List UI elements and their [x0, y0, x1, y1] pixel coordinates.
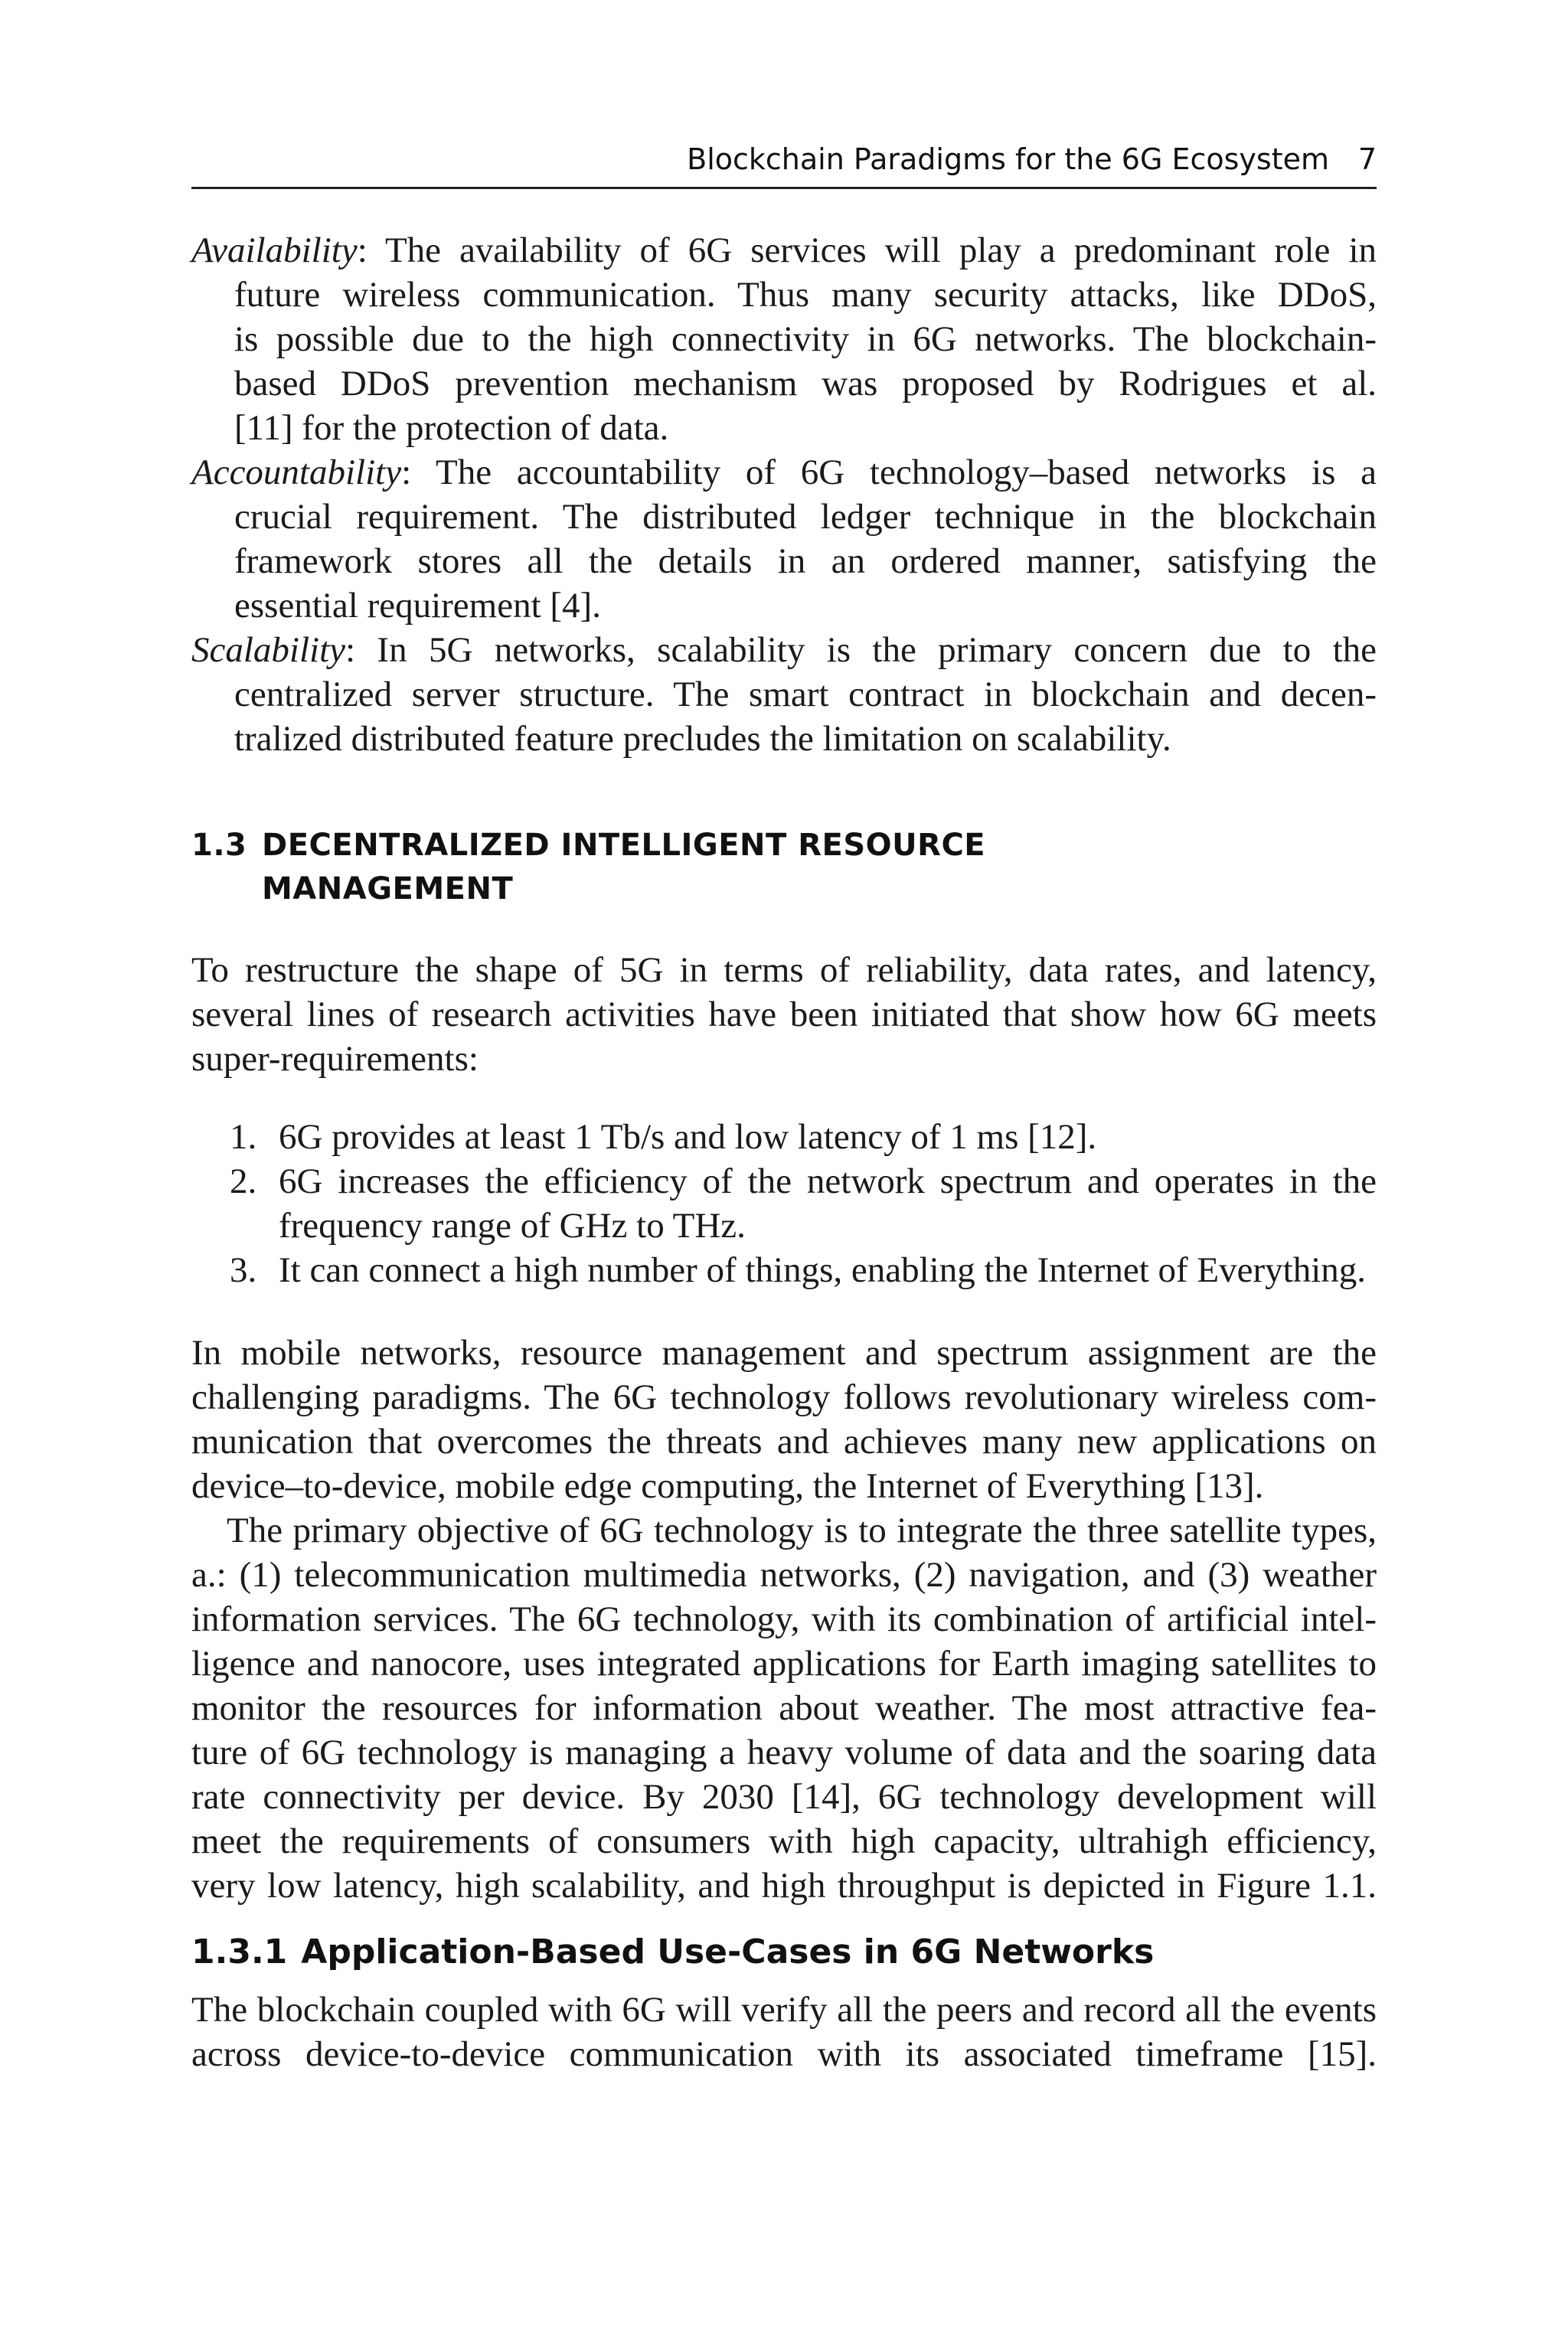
definition-term: Availability: [191, 230, 358, 270]
list-item-line: 6G increases the efficiency of the network spectrum and operates in the: [279, 1161, 1377, 1201]
list-item: [230, 1115, 1377, 1159]
paragraph-line: device–to-device, mobile edge computing, the Internet of Everything [13].: [191, 1466, 1264, 1506]
mobile-networks-paragraph: [191, 1331, 1377, 1508]
definition-line: [11] for the protection of data.: [234, 408, 669, 448]
running-head: [191, 138, 1377, 189]
paragraph-line: ligence and nanocore, uses integrated applications for Earth imaging satellites to: [191, 1644, 1377, 1684]
objective-paragraph: [191, 1508, 1377, 1908]
definition-line: is possible due to the high connectivity in 6G networks. The blockchain-: [234, 319, 1377, 359]
definition-line: Accountability: The accountability of 6G technology–based networks is a: [191, 452, 1377, 492]
definition-line: framework stores all the details in an ordered manner, satisfying the: [234, 541, 1377, 581]
definition-line: tralized distributed feature precludes the limitation on scalability.: [234, 719, 1171, 759]
paragraph-line: The primary objective of 6G technology is to integrate the three satellite types,: [227, 1511, 1377, 1550]
definition-line: centralized server structure. The smart contract in blockchain and decen-: [234, 675, 1377, 714]
paragraph-line: monitor the resources for information about weather. The most attractive fea-: [191, 1688, 1377, 1728]
list-item: [230, 1159, 1377, 1248]
requirements-list: [230, 1115, 1377, 1292]
paragraph-line: challenging paradigms. The 6G technology follows revolutionary wireless com-: [191, 1377, 1377, 1417]
definition-line: Availability: The availability of 6G services will play a predominant role in: [191, 230, 1377, 270]
section-heading: [191, 824, 1377, 911]
definition-line: based DDoS prevention mechanism was proposed by Rodrigues et al.: [234, 364, 1377, 403]
definition-line: essential requirement [4].: [234, 586, 601, 626]
paragraph-line: meet the requirements of consumers with high capacity, ultrahigh efficiency,: [191, 1821, 1377, 1861]
list-item: [230, 1248, 1377, 1292]
list-item-line: 6G provides at least 1 Tb/s and low latency of 1 ms [12].: [279, 1117, 1097, 1157]
paragraph-line: a.: (1) telecommunication multimedia networks, (2) navigation, and (3) weather: [191, 1555, 1377, 1595]
definition-accountability: [191, 450, 1377, 628]
paragraph-line: rate connectivity per device. By 2030 [14], 6G technology development will: [191, 1777, 1377, 1817]
intro-paragraph: [191, 948, 1377, 1081]
definition-term: Scalability: [191, 630, 346, 670]
subsection-number: 1.3.1: [191, 1932, 288, 1971]
paragraph-line: across device-to-device communication with its associated timeframe [15].: [191, 2034, 1377, 2074]
list-item-line: It can connect a high number of things, enabling the Internet of Everything.: [279, 1250, 1367, 1290]
definition-availability: [191, 228, 1377, 450]
section-number: 1.3: [191, 828, 247, 863]
subsection-title: Application-Based Use-Cases in 6G Networks: [301, 1932, 1155, 1971]
paragraph-line: information services. The 6G technology, with its combination of artificial intel-: [191, 1599, 1377, 1639]
running-head-title: Blockchain Paradigms for the 6G Ecosystem: [687, 142, 1329, 176]
page-number: 7: [1357, 142, 1377, 176]
definitions-list: [191, 228, 1377, 761]
paragraph-line: In mobile networks, resource management and spectrum assignment are the: [191, 1333, 1377, 1373]
use-cases-paragraph: [191, 1988, 1377, 2076]
list-item-number: 3.: [230, 1250, 257, 1290]
subsection-heading: [191, 1929, 1377, 1975]
section-title-line1: DECENTRALIZED INTELLIGENT RESOURCE: [262, 828, 986, 863]
list-item-number: 2.: [230, 1161, 257, 1201]
paragraph-line: ture of 6G technology is managing a heavy volume of data and the soaring data: [191, 1733, 1377, 1772]
paragraph-line: munication that overcomes the threats and achieves many new applications on: [191, 1422, 1377, 1462]
paragraph-line: To restructure the shape of 5G in terms of reliability, data rates, and latency,: [191, 950, 1377, 990]
definition-line: Scalability: In 5G networks, scalability is the primary concern due to the: [191, 630, 1377, 670]
paragraph-line: super-requirements:: [191, 1039, 479, 1079]
definition-term: Accountability: [191, 452, 402, 492]
section-title-line2: MANAGEMENT: [262, 871, 514, 906]
paragraph-line: The blockchain coupled with 6G will verify all the peers and record all the events: [191, 1990, 1377, 2030]
list-item-number: 1.: [230, 1117, 257, 1157]
definition-line: future wireless communication. Thus many security attacks, like DDoS,: [234, 275, 1377, 315]
list-item-line: frequency range of GHz to THz.: [279, 1206, 746, 1246]
paragraph-line: several lines of research activities have been initiated that show how 6G meets: [191, 995, 1377, 1034]
paragraph-line: very low latency, high scalability, and high throughput is depicted in Figure 1.1.: [191, 1866, 1377, 1906]
definition-scalability: [191, 628, 1377, 761]
definition-line: crucial requirement. The distributed ledger technique in the blockchain: [234, 497, 1377, 537]
